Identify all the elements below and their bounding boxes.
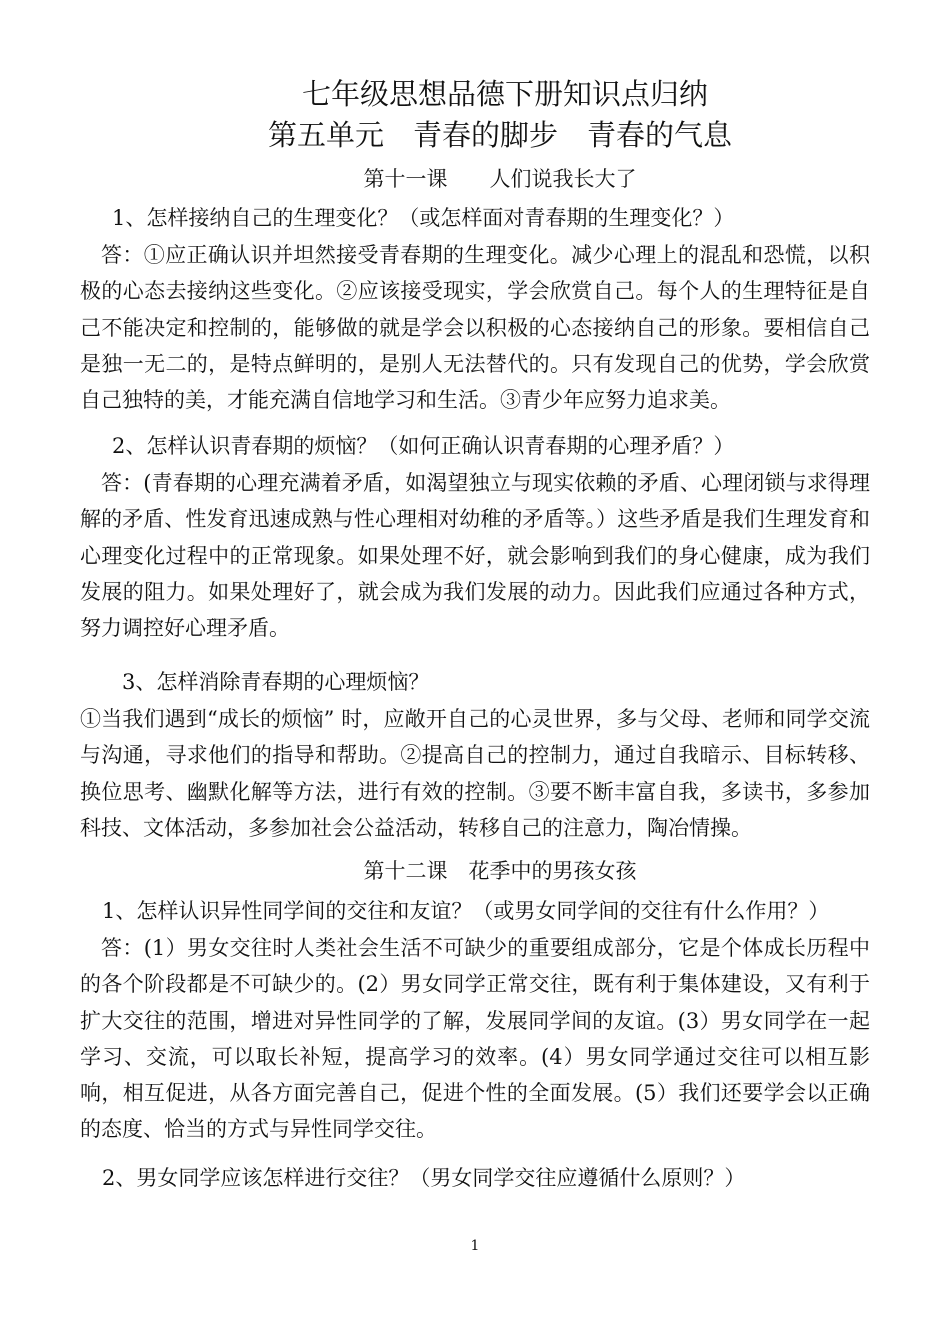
page-number: 1 xyxy=(470,1238,480,1254)
lesson-11-question-3: 3、怎样消除青春期的心理烦恼？ xyxy=(122,670,430,694)
lesson-11-question-2: 2、怎样认识青春期的烦恼？（如何正确认识青春期的心理矛盾？） xyxy=(112,434,735,458)
unit-title: 第五单元 青春的脚步 青春的气息 xyxy=(267,118,732,152)
document-title: 七年级思想品德下册知识点归纳 xyxy=(301,77,708,111)
lesson-11-title: 第十一课 人们说我长大了 xyxy=(363,167,637,191)
lesson-11-question-1: 1、怎样接纳自己的生理变化？（或怎样面对青春期的生理变化？） xyxy=(112,206,735,230)
lesson-11-answer-3: ①当我们遇到“成长的烦恼” 时，应敞开自己的心灵世界，多与父母、老师和同学交流与沟通，寻求他们的指导和帮助。②提高自己的控制力，通过自我暗示、目标转移、换位思考、幽默化解等方法，进行有效的控制。③要不断丰富自我，多读书，多参加科技、文体活动，多参加社会公益活动，转移自己的注意力，陶冶情操。 xyxy=(80,707,870,840)
lesson-12-question-2: 2、男女同学应该怎样进行交往？（男女同学交往应遵循什么原则？） xyxy=(102,1166,746,1190)
lesson-12-title: 第十二课 花季中的男孩女孩 xyxy=(363,859,637,883)
lesson-11-answer-2: 答：(青春期的心理充满着矛盾，如渴望独立与现实依赖的矛盾、心理闭锁与求得理解的矛盾、性发育迅速成熟与性心理相对幼稚的矛盾等。）这些矛盾是我们生理发育和心理变化过程中的正常现象。如果处理不好，就会影响到我们的身心健康，成为我们发展的阻力。如果处理好了，就会成为我们发展的动力。因此我们应通过各种方式，努力调控好心理矛盾。 xyxy=(80,471,870,641)
lesson-12-question-1: 1、怎样认识异性同学间的交往和友谊？（或男女同学间的交往有什么作用？） xyxy=(102,899,830,923)
lesson-11-answer-1: 答：①应正确认识并坦然接受青春期的生理变化。减少心理上的混乱和恐慌，以积极的心态去接纳这些变化。②应该接受现实，学会欣赏自己。每个人的生理特征是自己不能决定和控制的，能够做的就是学会以积极的心态接纳自己的形象。要相信自己是独一无二的，是特点鲜明的，是别人无法替代的。只有发现自己的优势，学会欣赏自己独特的美，才能充满自信地学习和生活。③青少年应努力追求美。 xyxy=(80,243,870,413)
lesson-12-answer-1: 答：(1）男女交往时人类社会生活不可缺少的重要组成部分，它是个体成长历程中的各个阶段都是不可缺少的。(2）男女同学正常交往，既有利于集体建设，又有利于扩大交往的范围，增进对异性同学的了解，发展同学间的友谊。(3）男女同学在一起学习、交流，可以取长补短，提高学习的效率。(4）男女同学通过交往可以相互影响，相互促进，从各方面完善自己，促进个性的全面发展。(5）我们还要学会以正确的态度、恰当的方式与异性同学交往。 xyxy=(80,936,870,1142)
